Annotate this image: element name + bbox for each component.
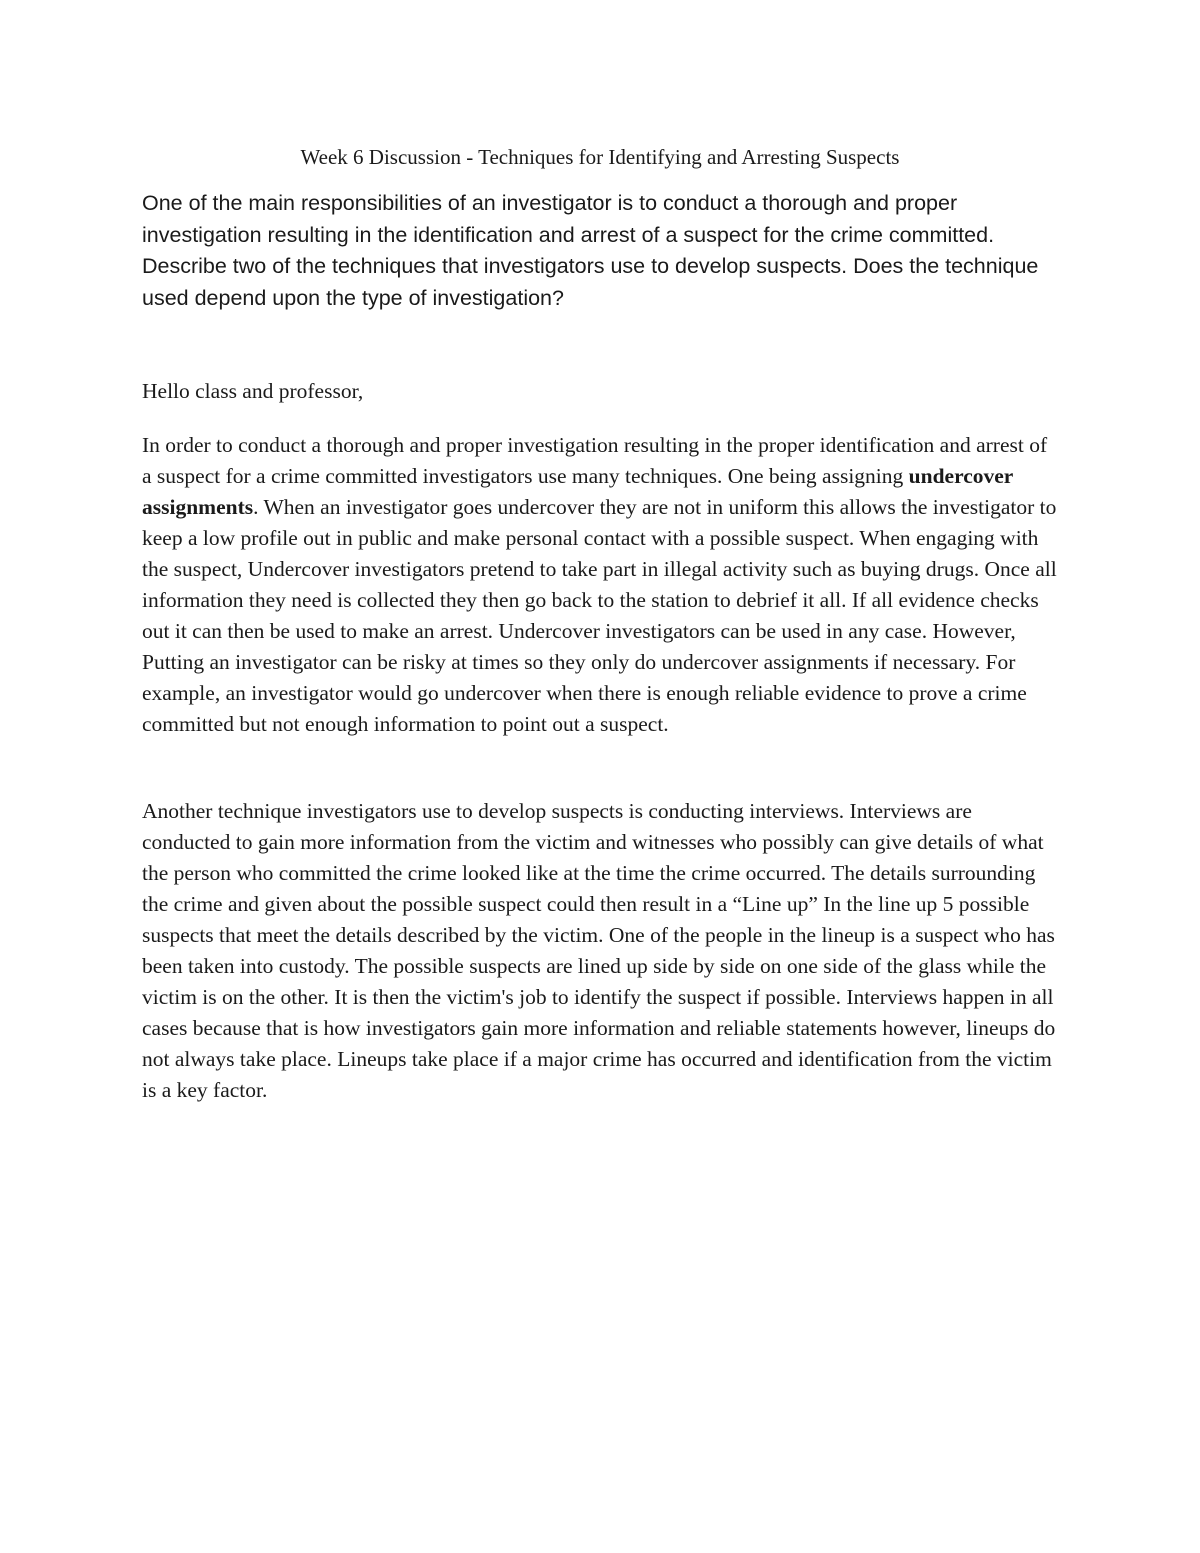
bold-term-undercover-assignments: undercover assignments bbox=[142, 464, 1013, 519]
paragraph-undercover-intro: In order to conduct a thorough and proper investigation resulting in the proper identification and arrest of a suspect for a crime committed investigators use many techniques. One being assigning bbox=[142, 433, 1048, 488]
paragraph-interviews: Another technique investigators use to develop suspects is conducting interviews. Interviews are conducted to gain more information from the victim and witnesses who possibly can give details of what the person who committed the crime looked like at the time the crime occurred. The details surrounding the crime and given about the possible suspect could then result in a “Line up” In the line up 5 possible suspects that meet the details described by the victim. One of the people in the lineup is a suspect who has been taken into custody. The possible suspects are lined up side by side on one side of the glass while the victim is on the other. It is then the victim's job to identify the suspect if possible. Interviews happen in all cases because that is how investigators gain more information and reliable statements however, lineups do not always take place. Lineups take place if a major crime has occurred and identification from the victim is a key factor. bbox=[142, 799, 1056, 1102]
discussion-prompt: One of the main responsibilities of an investigator is to conduct a thorough and proper investigation resulting in the identification and arrest of a suspect for the crime committed. Describe two of the techniques that investigators use to develop suspects. Does the technique used depend upon the type of investigation? bbox=[142, 191, 1039, 310]
paragraph-undercover bbox=[142, 430, 1060, 740]
greeting: Hello class and professor, bbox=[142, 379, 364, 403]
paragraph-undercover-body: . When an investigator goes undercover they are not in uniform this allows the investigator to keep a low profile out in public and make personal contact with a possible suspect. When engaging with the suspect, Undercover investigators pretend to take part in illegal activity such as buying drugs. Once all information they need is collected they then go back to the station to debrief it all. If all evidence checks out it can then be used to make an arrest. Undercover investigators can be used in any case. However, Putting an investigator can be risky at times so they only do undercover assignments if necessary. For example, an investigator would go undercover when there is enough reliable evidence to prove a crime committed but not enough information to point out a suspect. bbox=[142, 495, 1057, 736]
document-title: Week 6 Discussion - Techniques for Identifying and Arresting Suspects bbox=[300, 145, 900, 169]
